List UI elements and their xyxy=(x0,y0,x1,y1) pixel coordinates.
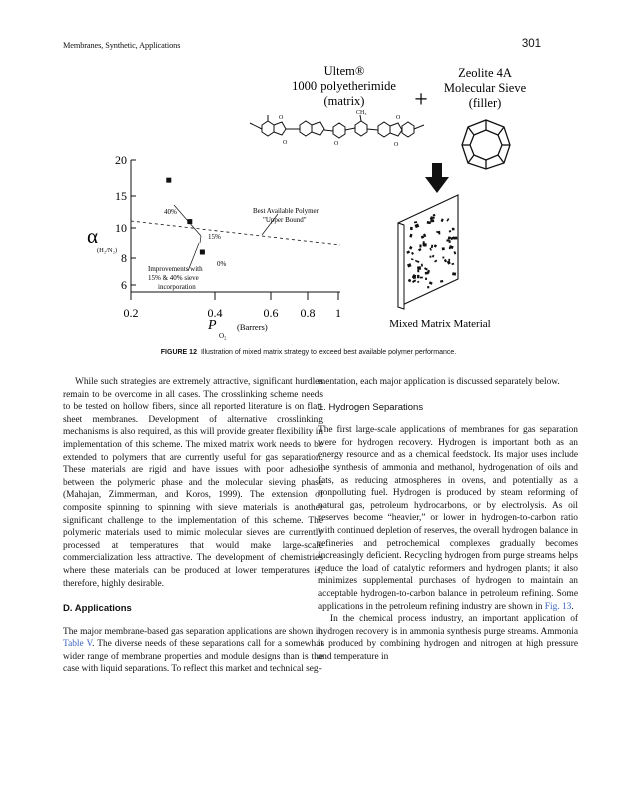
ylabel-sub: (H₂/N₂) xyxy=(97,247,118,254)
section-heading-applications: D. Applications xyxy=(63,603,132,615)
zeolite-title: Zeolite 4A xyxy=(458,66,512,80)
data-points xyxy=(166,178,205,255)
down-arrow-icon xyxy=(425,163,449,193)
y-tick-label: 6 xyxy=(121,278,127,292)
caption-text: Illustration of mixed matrix strategy to exceed best available polymer performance. xyxy=(200,349,457,356)
sieve-particle xyxy=(425,278,427,280)
fig-13-link[interactable]: Fig. 13 xyxy=(544,601,572,612)
zeolite-line2: Molecular Sieve xyxy=(443,81,527,95)
sieve-particle xyxy=(427,286,429,288)
xlabel-symbol: P xyxy=(208,318,217,333)
y-tick-label: 10 xyxy=(115,221,127,235)
sieve-particle xyxy=(449,247,451,249)
paragraph: The major membrane-based gas separation applications are shown in Table V. The diverse needs of these separations call for a somewhat wider range of membrane properties and module designs than is the case with liquid separations. To reflect this market and technical seg- xyxy=(63,626,323,675)
figure-12 xyxy=(0,55,617,365)
sieve-particle xyxy=(414,221,417,223)
ultem-line2: 1000 polyetherimide xyxy=(292,79,396,93)
y-tick-label: 8 xyxy=(121,251,127,265)
structure-atom: CH₃ xyxy=(356,110,367,116)
label-15pct: 15% xyxy=(208,233,221,241)
page-number: 301 xyxy=(521,38,541,50)
ylabel-symbol: α xyxy=(87,224,99,248)
mixed-matrix-label: Mixed Matrix Material xyxy=(389,318,491,330)
zeolite-line3: (filler) xyxy=(468,96,502,110)
sieve-particle xyxy=(425,272,429,275)
paragraph: mentation, each major application is discussed separately below. xyxy=(318,377,560,387)
paragraph: The first large-scale applications of membranes for gas separation were for hydrogen recovery. Hydrogen is important both as an energy resource and as a chemical feedstock. Its major uses include the synthesis of ammonia and methanol, hydrogenation of oils and fats, as reducing atmospheres in ovens, and potentially as a nonpolluting fuel. Hydrogen is produced by steam reforming of natural gas, petroleum hydrocarbons, or by electrolysis. As oil reserves become “heavier,” or lower in hydrogen-to-carbon ratio with continued depletion of reserves, the overall hydrogen balance in refineries and petrochemical complexes gradually becomes increasingly deficient. Recycling hydrogen from purge streams helps reduce the load of catalytic reformers and hydrogen plants; it also minimizes supplemental purchases of hydrogen to maintain an acceptable hydrogen-to-carbon balance in petroleum refining. Some applications in the petroleum refining industry are shown in Fig. 13. xyxy=(318,425,578,612)
table-v-link[interactable]: Table V xyxy=(63,639,93,650)
x-tick-label: 0.2 xyxy=(123,306,139,320)
structure-atom: O xyxy=(279,115,284,121)
sieve-particle xyxy=(442,247,445,250)
right-column xyxy=(318,376,578,663)
sieve-particle xyxy=(452,272,456,275)
upper-bound-line xyxy=(131,221,340,245)
xlabel-units: (Barrers) xyxy=(237,322,268,332)
structure-atom: O xyxy=(394,142,399,148)
data-point xyxy=(187,219,192,224)
label-40pct: 40% xyxy=(164,208,177,216)
xlabel-sub: O₂ xyxy=(219,332,227,340)
paragraph: While such strategies are extremely attractive, significant hurdles remain to be overcome in all cases. The crosslinking scheme needs to be tested on hollow fibers, since all reported literature is on flat-sheet membranes. Development of alternative crosslinking mechanisms is also required, as this will provide greater flexibility in implementation of this scheme. The mixed matrix work needs to be extended to polymers that are currently useful for gas separation. These materials are rigid and have issues with poor adhesion between the polymeric phase and the molecular sieving phase (Mahajan, Zimmerman, and Koros, 1999). The extension of composite spinning to spinning with sieve materials is another significant challenge to the implementation of this scheme. The polymeric materials used to mimic molecular sieves are currently processed at temperatures that would make large-scale commercialization less attractive. The development of chemistries where these materials can be produced at lower temperatures is, therefore, highly desirable. xyxy=(63,377,323,589)
sieve-particle xyxy=(423,243,427,246)
section-heading-hydrogen: 1. Hydrogen Separations xyxy=(318,401,424,413)
structure-atom: O xyxy=(334,141,339,147)
improve-label-3: incorporation xyxy=(158,283,196,291)
x-tick-label: 0.6 xyxy=(263,306,279,320)
sieve-particle xyxy=(419,244,421,247)
x-tick-label: 1 xyxy=(335,306,341,320)
structure-atom: O xyxy=(283,140,288,146)
paragraph: In the chemical process industry, an important application of hydrogen recovery is in ammonia synthesis purge streams. Ammonia is produced by combining hydrogen and nitrogen at high pressure and temperature in xyxy=(318,614,578,662)
plus-sign: + xyxy=(414,87,428,113)
sieve-particle xyxy=(417,270,419,273)
sieve-particle xyxy=(420,277,423,279)
label-0pct: 0% xyxy=(217,260,227,268)
y-tick-label: 15 xyxy=(115,189,127,203)
y-ticks xyxy=(115,153,136,292)
improve-label-1: Improvements with xyxy=(148,265,203,273)
data-point xyxy=(200,250,205,255)
sieve-particle xyxy=(430,256,432,258)
figure-caption xyxy=(0,349,617,356)
data-point xyxy=(166,178,171,183)
y-tick-label: 20 xyxy=(115,153,127,167)
left-column xyxy=(63,376,323,676)
x-tick-label: 0.4 xyxy=(207,306,223,320)
sieve-particle xyxy=(432,217,435,219)
improve-label-2: 15% & 40% sieve xyxy=(148,274,199,282)
running-title: Membranes, Synthetic, Applications xyxy=(63,41,181,50)
zeolite-cage-icon xyxy=(462,120,510,169)
sieve-particle xyxy=(442,257,444,259)
upper-bound-label-2: "Upper Bound" xyxy=(263,216,307,224)
ultem-title: Ultem® xyxy=(323,64,365,78)
x-tick-label: 0.8 xyxy=(300,306,316,320)
sieve-particle xyxy=(417,275,420,278)
ultem-line3: (matrix) xyxy=(323,94,365,108)
sieve-particle xyxy=(417,266,421,270)
structure-atom: O xyxy=(396,115,401,121)
sieve-particle xyxy=(452,228,455,231)
x-ticks xyxy=(124,292,342,320)
caption-label: FIGURE 12 xyxy=(160,349,197,356)
upper-bound-label-1: Best Available Polymer xyxy=(253,207,319,215)
